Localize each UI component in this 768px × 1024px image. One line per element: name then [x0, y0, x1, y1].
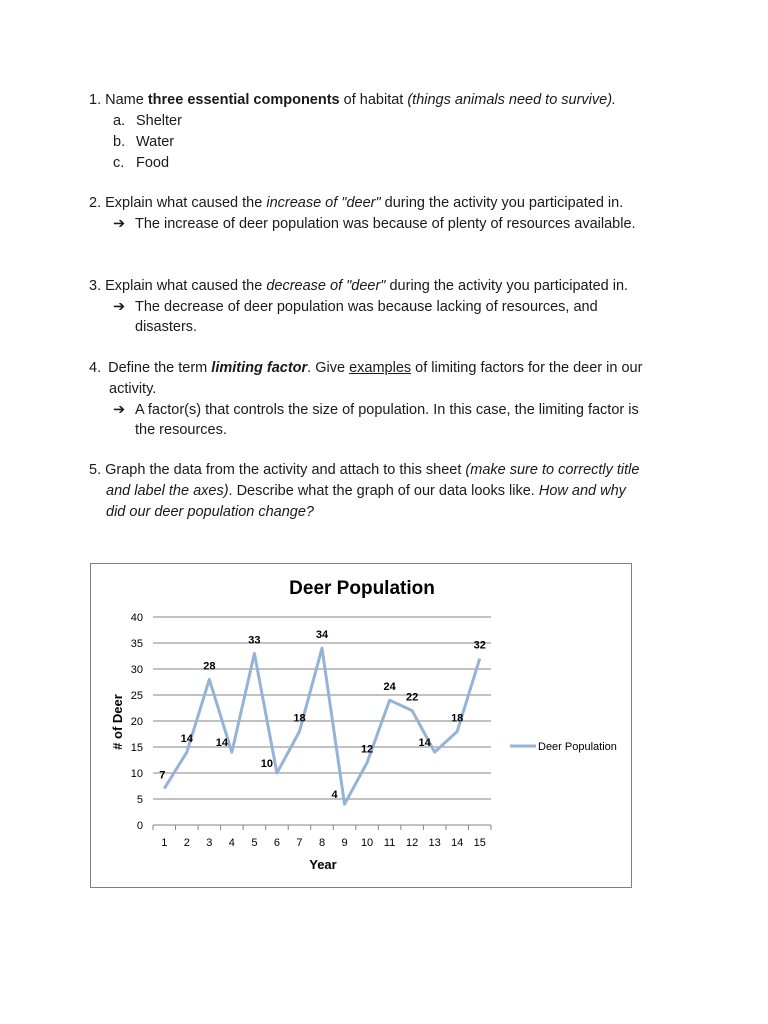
question-text: . Describe what the graph of our data looks like. — [228, 483, 539, 499]
y-tick-label: 15 — [130, 742, 143, 754]
list-item — [113, 111, 182, 131]
question-number: 2. — [89, 195, 102, 211]
answer-text: The decrease of deer population was because lacking of resources, and — [135, 299, 598, 315]
y-tick-label: 40 — [130, 612, 143, 624]
question-5-line-3 — [106, 502, 314, 522]
y-tick-label: 20 — [130, 716, 143, 728]
list-text: Water — [136, 134, 175, 150]
question-text: activity. — [109, 381, 157, 397]
data-label: 10 — [260, 758, 274, 770]
data-label: 14 — [215, 737, 228, 750]
question-text: of habitat — [339, 92, 408, 108]
y-tick-label: 10 — [130, 768, 143, 780]
x-tick-label: 5 — [251, 837, 258, 849]
chart-svg — [91, 564, 631, 887]
question-text: of limiting factors for the deer in our — [411, 360, 643, 376]
question-number: 4. — [89, 360, 102, 376]
deer-population-chart — [90, 563, 632, 888]
data-label: 14 — [180, 733, 193, 746]
data-label: 4 — [331, 789, 338, 802]
answer-text: disasters. — [135, 319, 198, 335]
answer-3 — [113, 297, 598, 317]
list-marker: c. — [113, 155, 125, 171]
data-label: 14 — [418, 737, 431, 750]
arrow-icon: ➔ — [113, 402, 126, 418]
data-label: 24 — [383, 681, 396, 694]
question-italic: did our deer population change? — [106, 504, 314, 520]
question-5-line-2 — [106, 481, 626, 501]
legend-label: Deer Population — [538, 741, 617, 753]
data-label: 34 — [315, 629, 329, 642]
legend — [510, 741, 617, 753]
x-tick-label: 14 — [451, 837, 464, 849]
x-tick-label: 1 — [161, 837, 168, 849]
question-bold-italic: limiting factor — [211, 360, 308, 376]
list-text: Food — [136, 155, 170, 171]
question-italic: (things animals need to survive). — [407, 92, 617, 108]
question-number: 1. — [89, 92, 102, 108]
question-underline: examples — [349, 360, 412, 376]
data-label: 33 — [248, 634, 261, 647]
answer-text: The increase of deer population was because of plenty of resources available. — [135, 216, 636, 232]
x-tick-label: 15 — [473, 837, 486, 849]
question-text: Name — [105, 92, 148, 108]
question-text: Graph the data from the activity and attach to this sheet — [105, 462, 466, 478]
question-3 — [89, 276, 628, 296]
question-italic: increase of "deer" — [266, 195, 381, 211]
question-1 — [89, 90, 616, 110]
list-item — [113, 132, 175, 152]
y-tick-label: 0 — [136, 820, 143, 832]
question-number: 3. — [89, 278, 102, 294]
data-label: 32 — [473, 639, 486, 652]
y-tick-label: 30 — [130, 664, 143, 676]
question-text: during the activity you participated in. — [380, 195, 624, 211]
list-marker: a. — [113, 113, 126, 129]
x-tick-label: 2 — [183, 837, 190, 849]
question-4 — [89, 358, 642, 378]
data-label: 7 — [159, 769, 166, 782]
data-label: 12 — [360, 743, 374, 756]
answer-2 — [113, 214, 636, 234]
question-italic: How and why — [538, 483, 626, 499]
x-axis-title: Year — [309, 857, 337, 872]
arrow-icon: ➔ — [113, 299, 126, 315]
y-tick-label: 5 — [136, 794, 143, 806]
arrow-icon: ➔ — [113, 216, 126, 232]
x-tick-label: 3 — [206, 837, 213, 849]
question-text: during the activity you participated in. — [385, 278, 629, 294]
list-text: Shelter — [136, 113, 182, 129]
x-tick-label: 10 — [360, 837, 374, 849]
list-item — [113, 153, 170, 173]
question-2 — [89, 193, 623, 213]
y-axis-title: # of Deer — [110, 694, 125, 750]
x-tick-label: 6 — [273, 837, 280, 849]
x-tick-label: 9 — [341, 837, 348, 849]
question-italic: decrease of "deer" — [266, 278, 386, 294]
chart-title: Deer Population — [289, 578, 435, 599]
answer-text: A factor(s) that controls the size of population. In this case, the limiting factor is — [135, 402, 639, 418]
data-label: 18 — [293, 712, 306, 725]
y-tick-label: 25 — [130, 690, 143, 702]
question-italic: and label the axes) — [106, 483, 229, 499]
x-tick-label: 4 — [228, 837, 235, 849]
data-label: 18 — [451, 712, 464, 725]
x-tick-label: 13 — [428, 837, 441, 849]
question-text: Explain what caused the — [105, 278, 267, 294]
data-label: 28 — [203, 660, 216, 673]
y-tick-label: 35 — [130, 638, 143, 650]
question-text: Explain what caused the — [105, 195, 267, 211]
question-text: Define the term — [108, 360, 212, 376]
list-marker: b. — [113, 134, 126, 150]
question-italic: (make sure to correctly title — [465, 462, 640, 478]
answer-text: the resources. — [135, 422, 227, 438]
question-5 — [89, 460, 639, 480]
x-tick-label: 11 — [383, 837, 396, 849]
answer-4 — [113, 400, 639, 420]
question-text: . Give — [307, 360, 350, 376]
x-tick-label: 7 — [296, 837, 303, 849]
x-tick-label: 8 — [318, 837, 326, 849]
x-tick-label: 12 — [406, 837, 419, 849]
question-bold: three essential components — [147, 92, 340, 108]
question-number: 5. — [89, 462, 102, 478]
data-label: 22 — [406, 691, 419, 704]
